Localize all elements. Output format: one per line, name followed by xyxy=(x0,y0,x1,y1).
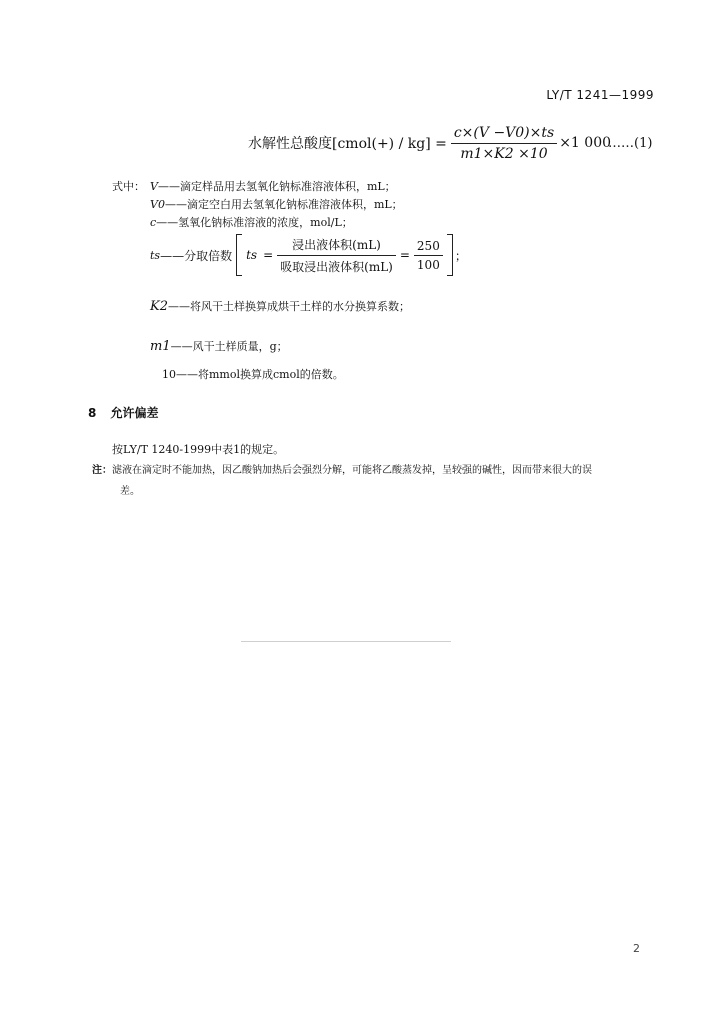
formula-denominator: m1×K2 ×10 xyxy=(460,145,548,162)
note xyxy=(92,461,592,476)
def-v0-symbol: V0 xyxy=(150,198,165,211)
def-ts-val-num: 250 xyxy=(416,238,440,253)
def-c xyxy=(150,214,353,230)
def-ts-eq2: = xyxy=(399,248,410,262)
def-ts-desc: ——分取倍数 xyxy=(160,248,233,263)
note-text-line2: 差。 xyxy=(120,486,140,497)
section-8-number: 8 xyxy=(88,406,97,420)
section-8-title: 允许偏差 xyxy=(110,406,159,420)
note-text-line1: 滤液在滴定时不能加热，因乙酸钠加热后会强烈分解，可能将乙酸蒸发掉，呈较强的碱性，因而带来很大的误 xyxy=(112,465,592,476)
formula-fraction xyxy=(451,125,557,162)
formula-multiplier: ×1 000 xyxy=(559,135,612,151)
def-v0 xyxy=(150,196,403,212)
def-v-symbol: V xyxy=(150,180,158,193)
def-k2-symbol: K2 xyxy=(150,299,168,314)
end-rule xyxy=(241,641,451,642)
def-m1-symbol: m1 xyxy=(150,339,171,354)
def-m1-desc: ——风干土样质量，g； xyxy=(170,340,288,353)
formula-numerator: c×(V −V0)×ts xyxy=(453,124,555,141)
def-ts-val-den: 100 xyxy=(416,257,440,272)
def-ts-end: ； xyxy=(454,248,467,263)
def-ts-frac-den: 吸取浸出液体积(mL) xyxy=(280,259,393,274)
def-v-desc: ——滴定样品用去氢氧化钠标准溶液体积，mL； xyxy=(157,180,396,193)
def-ts-value-fraction xyxy=(414,239,443,272)
note-label: 注： xyxy=(92,465,112,476)
def-ts-bracket-right xyxy=(447,234,453,276)
page-number: 2 xyxy=(633,942,640,955)
def-c-symbol: c xyxy=(150,216,157,229)
def-k2-desc: ——将风干土样换算成烘干土样的水分换算系数； xyxy=(167,300,410,313)
formula-1 xyxy=(248,120,611,166)
def-ts xyxy=(150,234,467,276)
section-8-body: 按LY/T 1240-1999中表1的规定。 xyxy=(112,443,285,456)
def-k2 xyxy=(150,298,410,314)
equation-number: ……(1) xyxy=(608,136,653,151)
definitions-intro: 式中： xyxy=(112,180,145,193)
def-ts-fraction xyxy=(277,236,396,275)
section-8-heading xyxy=(88,404,159,421)
def-v0-desc: ——滴定空白用去氢氧化钠标准溶液体积，mL； xyxy=(164,198,403,211)
def-ts-symbol: ts xyxy=(150,248,161,262)
def-m1 xyxy=(150,338,288,354)
def-ts-bracket-left xyxy=(236,234,242,276)
def-ts-inner-symbol: ts xyxy=(246,248,258,262)
def-v xyxy=(150,178,396,194)
def-ts-eq1: = xyxy=(263,248,274,262)
def-c-desc: ——氢氧化钠标准溶液的浓度，mol/L； xyxy=(156,216,353,229)
def-ts-frac-num: 浸出液体积(mL) xyxy=(292,237,381,252)
standard-number: LY/T 1241—1999 xyxy=(546,88,654,102)
def-10: 10——将mmol换算成cmol的倍数。 xyxy=(162,368,344,381)
formula-lhs: 水解性总酸度[cmol(+) / kg] = xyxy=(248,136,447,152)
